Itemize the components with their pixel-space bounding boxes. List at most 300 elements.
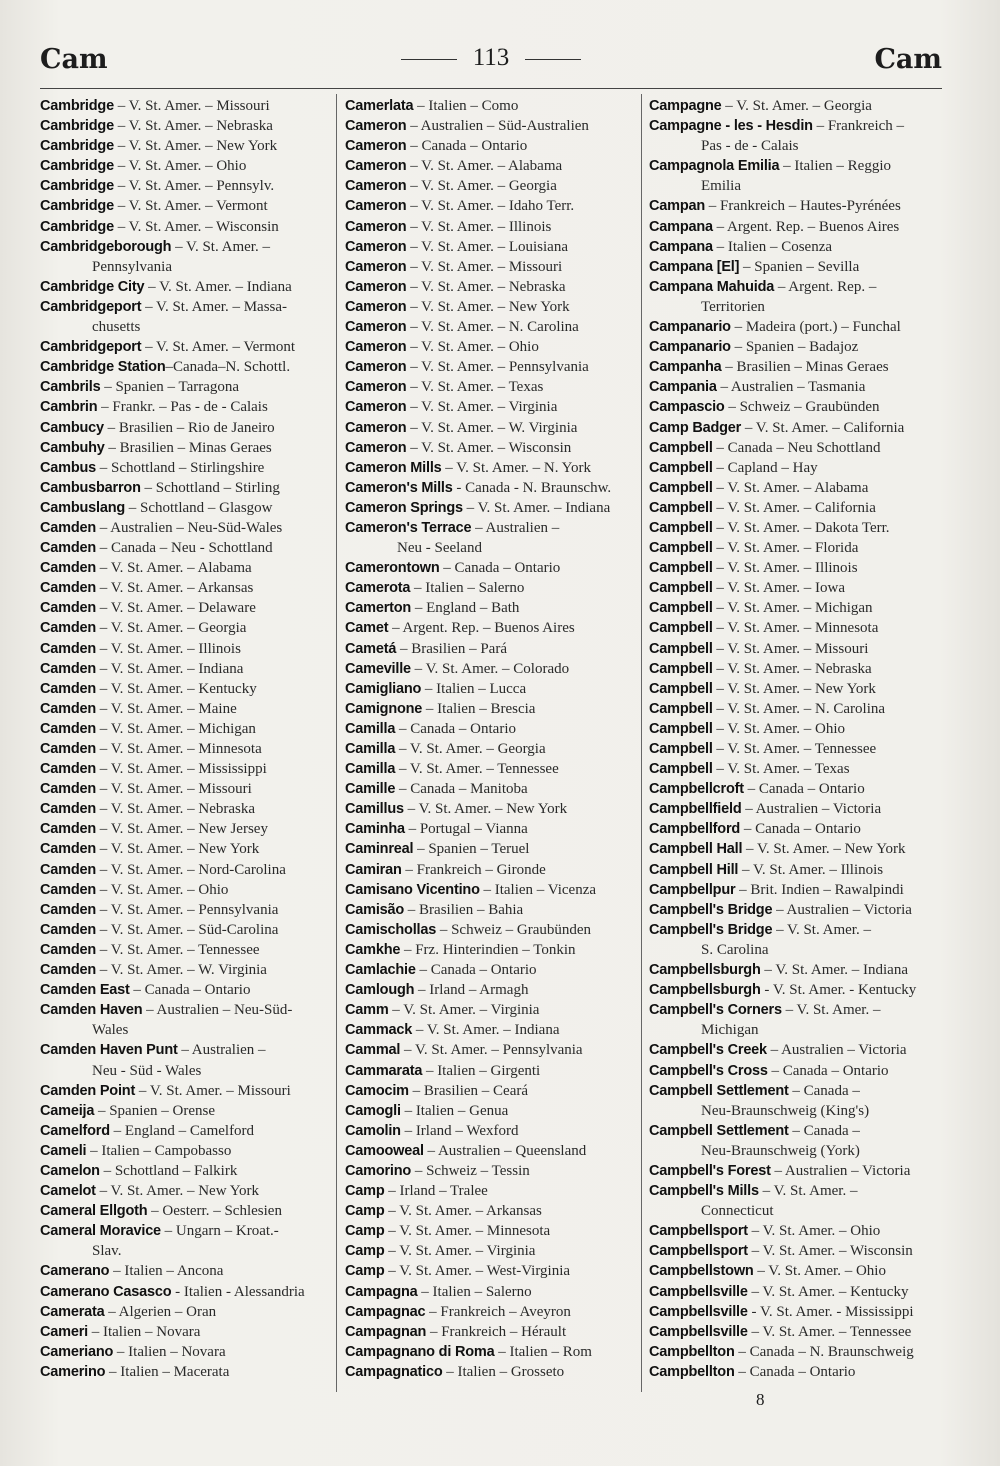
gazetteer-entry — [649, 538, 945, 558]
entry-location: – Italien – Vicenza — [479, 881, 597, 898]
entry-place-name: Campbell — [649, 560, 713, 577]
entry-place-name: Camelford — [40, 1122, 110, 1139]
gazetteer-entry — [345, 1221, 641, 1241]
entry-location: – Australien – Victoria — [772, 901, 912, 918]
entry-location: – Italien – Brescia — [422, 700, 536, 717]
entry-location: – V. St. Amer. – Virginia — [388, 1002, 540, 1019]
gazetteer-entry — [649, 1081, 945, 1121]
entry-place-name: Cameriano — [40, 1343, 114, 1360]
entry-continuation: Neu - Süd - Wales — [92, 1062, 202, 1079]
gazetteer-entry — [40, 940, 336, 960]
entry-continuation: chusetts — [92, 319, 141, 336]
gazetteer-entry — [40, 578, 336, 598]
entry-place-name: Camignone — [345, 700, 423, 717]
entry-location: – Brasilien – Ceará — [408, 1082, 529, 1099]
entry-location: – V. St. Amer. – Pennsylvania — [96, 901, 279, 918]
entry-location: – Italien – Cosenza — [712, 238, 833, 255]
gazetteer-entry — [40, 799, 336, 819]
entry-place-name: Cameron — [345, 379, 407, 396]
entry-location: – V. St. Amer. – Pennsylv. — [113, 178, 275, 195]
entry-location: – V. St. Amer. – Minnesota — [384, 1223, 551, 1240]
gazetteer-entry — [649, 839, 945, 859]
entry-location: – Irland – Tralee — [384, 1183, 488, 1200]
entry-place-name: Campbell — [649, 700, 713, 717]
entry-location: – V. St. Amer. – Wisconsin — [406, 439, 572, 456]
entry-location: – Italien – Lucca — [421, 680, 527, 697]
gazetteer-entry — [40, 297, 336, 337]
gazetteer-entry — [40, 719, 336, 739]
entry-place-name: Camille — [345, 781, 396, 798]
gazetteer-entry — [40, 156, 336, 176]
page-number: 113 — [472, 44, 510, 71]
entry-place-name: Cambridge — [40, 118, 114, 135]
entry-place-name: Cambrin — [40, 399, 98, 416]
entry-location: – V. St. Amer. – New York — [403, 801, 568, 818]
entry-location: – Brasilien – Minas Geraes — [721, 359, 889, 376]
entry-place-name: Campbell's Forest — [649, 1162, 771, 1179]
gazetteer-entry — [649, 819, 945, 839]
entry-location: – V. St. Amer. – — [772, 921, 871, 938]
entry-location: – V. St. Amer. – Dakota Terr. — [712, 519, 890, 536]
entry-place-name: Cambus — [40, 459, 97, 476]
entry-location: – Canada – Ontario — [743, 781, 865, 798]
gazetteer-entry — [345, 1241, 641, 1261]
entry-place-name: Cambridge — [40, 98, 114, 114]
entry-location: – V. St. Amer. – Pennsylvania — [400, 1042, 583, 1059]
entry-location: – Madeira (port.) – Funchal — [730, 319, 901, 336]
gazetteer-entry — [345, 799, 641, 819]
entry-place-name: Camelot — [40, 1183, 96, 1200]
entry-location: – Italien – Como — [413, 98, 519, 114]
gazetteer-entry — [40, 839, 336, 859]
gazetteer-entry — [40, 377, 336, 397]
entry-continuation: Connecticut — [701, 1203, 774, 1220]
gazetteer-entry — [345, 196, 641, 216]
entry-location: – V. St. Amer. – Pennsylvania — [406, 359, 589, 376]
entry-location: – Canada – Ontario — [406, 138, 528, 155]
entry-place-name: Campanha — [649, 359, 722, 376]
gazetteer-entry — [649, 639, 945, 659]
entry-place-name: Camden — [40, 640, 97, 657]
entry-location: – Frz. Hinterindien – Tonkin — [400, 941, 576, 958]
gazetteer-entry — [345, 217, 641, 237]
gazetteer-entry — [345, 1081, 641, 1101]
gazetteer-entry — [345, 679, 641, 699]
entry-place-name: Campbell — [649, 439, 713, 456]
gazetteer-entry — [345, 900, 641, 920]
entry-place-name: Camden — [40, 700, 97, 717]
entry-location: – V. St. Amer. – Colorado — [410, 660, 570, 677]
entry-place-name: Camocim — [345, 1082, 409, 1099]
gazetteer-entry — [345, 1161, 641, 1181]
gazetteer-entry — [40, 1221, 336, 1261]
gazetteer-entry — [345, 458, 641, 478]
entry-location: – Australien – Victoria — [741, 801, 882, 818]
entry-location: – V. St. Amer. – Ohio — [406, 339, 539, 356]
entry-place-name: Cameron Mills — [345, 459, 442, 476]
entry-location: – V. St. Amer. – Vermont — [113, 198, 268, 215]
entry-location: – V. St. Amer. – Iowa — [712, 580, 846, 597]
entry-location: – Spanien – Sevilla — [739, 258, 860, 275]
entry-place-name: Campagnan — [345, 1323, 427, 1340]
gazetteer-entry — [649, 659, 945, 679]
gazetteer-entry — [649, 217, 945, 237]
page-header — [40, 44, 942, 84]
entry-place-name: Camm — [345, 1002, 389, 1019]
entry-place-name: Camisano Vicentino — [345, 881, 480, 898]
entry-location: – V. St. Amer. – West-Virginia — [384, 1263, 571, 1280]
gazetteer-entry — [649, 1181, 945, 1221]
gazetteer-entry — [649, 739, 945, 759]
entry-location: – V. St. Amer. – Alabama — [96, 560, 252, 577]
entry-place-name: Camden — [40, 941, 97, 958]
header-rule-left — [401, 59, 457, 60]
entry-place-name: Cameral Ellgoth — [40, 1203, 148, 1220]
gazetteer-entry — [345, 1362, 641, 1382]
entry-location: – V. St. Amer. – Illinois — [712, 560, 858, 577]
entry-location: – V. St. Amer. – California — [712, 499, 876, 516]
entry-location: – V. St. Amer. – Ohio — [747, 1223, 881, 1240]
gazetteer-entry — [345, 699, 641, 719]
gazetteer-entry — [40, 217, 336, 237]
entry-place-name: Camden — [40, 801, 97, 818]
entry-place-name: Cambrils — [40, 379, 101, 396]
gazetteer-entry — [40, 1141, 336, 1161]
entry-location: – Brasilien – Rio de Janeiro — [103, 419, 275, 436]
entry-location: – V. St. Amer. – Michigan — [712, 600, 873, 617]
gazetteer-entry — [40, 618, 336, 638]
entry-location: – V. St. Amer. – W. Virginia — [96, 962, 267, 979]
entry-location: – V. St. Amer. – New York — [712, 680, 876, 697]
entry-place-name: Campbell's Mills — [649, 1183, 759, 1200]
entry-place-name: Caminha — [345, 821, 405, 838]
entry-place-name: Cambridgeborough — [40, 238, 172, 255]
gazetteer-entry — [40, 558, 336, 578]
entry-place-name: Camerton — [345, 600, 412, 617]
entry-place-name: Campascio — [649, 399, 725, 416]
gazetteer-entry — [40, 980, 336, 1000]
entry-continuation: Emilia — [701, 178, 741, 195]
entry-place-name: Camden — [40, 720, 97, 737]
gazetteer-entry — [40, 196, 336, 216]
entry-place-name: Campbell — [649, 459, 713, 476]
entry-location: – Frankreich – Hérault — [426, 1323, 567, 1340]
entry-place-name: Campbell — [649, 540, 713, 557]
entry-place-name: Camerano Casasco — [40, 1283, 172, 1300]
entry-place-name: Camden — [40, 901, 97, 918]
entry-place-name: Camden — [40, 741, 97, 757]
entry-location: – Schweiz – Tessin — [411, 1162, 530, 1179]
gazetteer-entry — [40, 518, 336, 538]
entry-location: – Australien – Neu-Süd- — [142, 1002, 293, 1019]
gazetteer-entry — [40, 1201, 336, 1221]
entry-location: – V. St. Amer. – Missouri — [406, 258, 563, 275]
gazetteer-entry — [345, 1020, 641, 1040]
gazetteer-entry — [40, 679, 336, 699]
gazetteer-entry — [649, 759, 945, 779]
entry-place-name: Cameija — [40, 1102, 95, 1119]
entry-location: – Frankr. – Pas - de - Calais — [97, 399, 268, 416]
entry-location: – V. St. Amer. – Tennessee — [747, 1323, 912, 1340]
gazetteer-entry — [345, 960, 641, 980]
gazetteer-entry — [345, 558, 641, 578]
gazetteer-entry — [40, 438, 336, 458]
entry-place-name: Camillus — [345, 801, 404, 818]
entry-place-name: Campagne — [649, 98, 722, 114]
entry-continuation: Wales — [92, 1022, 129, 1039]
entry-place-name: Campbell's Corners — [649, 1002, 782, 1019]
entry-place-name: Campana Mahuida — [649, 278, 775, 295]
entry-location: – V. St. Amer. – — [171, 238, 270, 255]
entry-place-name: Cameli — [40, 1142, 87, 1159]
entry-place-name: Camolin — [345, 1122, 401, 1139]
entry-place-name: Campbellpur — [649, 881, 736, 898]
gazetteer-entry — [40, 136, 336, 156]
header-right-catchword: Cam — [874, 44, 942, 75]
gazetteer-entry — [40, 1081, 336, 1101]
entry-location: – Argent. Rep. – — [774, 278, 877, 295]
entry-location: – V. St. Amer. – Wisconsin — [747, 1243, 913, 1260]
entry-location: – Italien – Genua — [400, 1102, 509, 1119]
gazetteer-entry — [649, 1342, 945, 1362]
gazetteer-entry — [40, 699, 336, 719]
column-2 — [345, 96, 641, 1382]
entry-location: – Australien – Queensland — [423, 1142, 587, 1159]
entry-location: – V. St. Amer. – Vermont — [141, 339, 296, 356]
gazetteer-entry — [345, 1322, 641, 1342]
entry-continuation: S. Carolina — [701, 941, 769, 958]
entry-place-name: Cambridge — [40, 178, 114, 195]
gazetteer-entry — [40, 478, 336, 498]
entry-place-name: Camden — [40, 881, 97, 898]
gazetteer-entry — [40, 176, 336, 196]
entry-location: – V. St. Amer. – Texas — [712, 761, 850, 778]
entry-location: – Portugal – Vianna — [404, 821, 528, 838]
gazetteer-entry — [40, 538, 336, 558]
gazetteer-entry — [40, 1362, 336, 1382]
gazetteer-entry — [649, 980, 945, 1000]
entry-location: – Frankreich – — [812, 118, 905, 135]
entry-location: – V. St. Amer. – Tennessee — [395, 761, 559, 778]
entry-location: – V. St. Amer. – Massa- — [141, 298, 288, 315]
gazetteer-entry — [345, 578, 641, 598]
gazetteer-entry — [649, 277, 945, 317]
gazetteer-entry — [345, 377, 641, 397]
entry-place-name: Campbell — [649, 519, 713, 536]
entry-place-name: Campbellstown — [649, 1263, 754, 1280]
entry-location: – Algerien – Oran — [104, 1303, 217, 1320]
gazetteer-entry — [40, 1322, 336, 1342]
entry-place-name: Cambridge — [40, 158, 114, 175]
entry-place-name: Cameron — [345, 439, 407, 456]
entry-place-name: Camet — [345, 620, 389, 637]
entry-place-name: Campbell's Cross — [649, 1062, 768, 1079]
gazetteer-entry — [649, 900, 945, 920]
entry-place-name: Campbellcroft — [649, 781, 744, 798]
gazetteer-entry — [345, 418, 641, 438]
entry-location: – V. St. Amer. – Missouri — [96, 781, 252, 798]
entry-location: –Canada–N. Schottl. — [165, 359, 291, 376]
entry-place-name: Camigliano — [345, 680, 422, 697]
gazetteer-entry — [649, 397, 945, 417]
entry-location: – Australien – Neu-Süd-Wales — [96, 519, 283, 536]
entry-location: – V. St. Amer. – Mississippi — [96, 761, 267, 778]
entry-place-name: Camischollas — [345, 921, 437, 938]
gazetteer-entry — [345, 478, 641, 498]
entry-location: – V. St. Amer. – Georgia — [406, 178, 557, 195]
entry-location: – Oesterr. – Schlesien — [147, 1203, 282, 1220]
entry-location: – V. St. Amer. – New York — [96, 841, 260, 858]
gazetteer-entry — [40, 1121, 336, 1141]
entry-location: – Schottland – Falkirk — [99, 1162, 238, 1179]
gazetteer-entry — [345, 438, 641, 458]
gazetteer-entry — [649, 1282, 945, 1302]
entry-place-name: Camden — [40, 921, 97, 938]
entry-location: – Spanien – Tarragona — [100, 379, 240, 396]
gazetteer-entry — [40, 779, 336, 799]
entry-location: – Italien – Rom — [494, 1343, 592, 1360]
gazetteer-entry — [345, 397, 641, 417]
entry-location: – Australien – — [177, 1042, 266, 1059]
entry-location: – V. St. Amer. – Missouri — [135, 1082, 291, 1099]
gazetteer-entry — [40, 1000, 336, 1040]
gazetteer-entry — [345, 317, 641, 337]
entry-place-name: Cambridge — [40, 138, 114, 155]
entry-place-name: Camiran — [345, 861, 402, 878]
gazetteer-entry — [345, 156, 641, 176]
entry-place-name: Cameron — [345, 198, 407, 215]
gazetteer-entry — [345, 920, 641, 940]
entry-continuation: Neu - Seeland — [397, 540, 482, 557]
header-rule-right — [525, 59, 581, 60]
gazetteer-entry — [649, 679, 945, 699]
entry-location: – Spanien – Teruel — [413, 841, 530, 858]
gazetteer-entry — [649, 960, 945, 980]
gazetteer-entry — [345, 940, 641, 960]
entry-place-name: Camp — [345, 1243, 385, 1260]
entry-place-name: Camilla — [345, 741, 396, 757]
gazetteer-entry — [649, 337, 945, 357]
entry-place-name: Camerontown — [345, 560, 440, 577]
entry-place-name: Cambridge — [40, 198, 114, 215]
entry-location: – V. St. Amer. – — [758, 1183, 858, 1200]
entry-location: – V. St. Amer. – Indiana — [412, 1022, 560, 1039]
entry-place-name: Cameron — [345, 218, 407, 235]
entry-place-name: Camden — [40, 580, 97, 597]
entry-place-name: Cambuhy — [40, 439, 105, 456]
gazetteer-entry — [40, 498, 336, 518]
entry-location: – Australien – Victoria — [766, 1042, 907, 1059]
entry-place-name: Cameron — [345, 419, 407, 436]
entry-place-name: Camerata — [40, 1303, 105, 1320]
entry-place-name: Camden — [40, 620, 97, 637]
entry-location: – V. St. Amer. – Süd-Carolina — [96, 921, 279, 938]
entry-continuation: Pennsylvania — [92, 258, 172, 275]
entry-place-name: Campana — [649, 218, 713, 235]
entry-place-name: Camden Haven Punt — [40, 1042, 178, 1059]
entry-location: – V. St. Amer. – Wisconsin — [113, 218, 279, 235]
entry-place-name: Camlough — [345, 982, 415, 999]
entry-place-name: Cametá — [345, 640, 397, 657]
entry-location: – V. St. Amer. – Virginia — [384, 1243, 536, 1260]
entry-location: – V. St. Amer. – Texas — [406, 379, 544, 396]
entry-location: – Italien – Campobasso — [86, 1142, 232, 1159]
entry-place-name: Camerano — [40, 1263, 110, 1280]
gazetteer-entry — [40, 900, 336, 920]
entry-location: – Canada – Ontario — [740, 821, 861, 838]
entry-location: – Capland – Hay — [712, 459, 818, 476]
entry-location: – Canada – — [788, 1082, 860, 1099]
entry-location: – V. St. Amer. – Louisiana — [406, 238, 568, 255]
entry-place-name: Campanario — [649, 319, 731, 336]
entry-location: – Australien – Victoria — [770, 1162, 911, 1179]
gazetteer-entry — [649, 377, 945, 397]
entry-place-name: Campbellsport — [649, 1223, 748, 1240]
entry-location: – Canada – N. Braunschweig — [734, 1343, 914, 1360]
entry-location: – Frankreich – Gironde — [401, 861, 546, 878]
gazetteer-entry — [649, 1121, 945, 1161]
entry-location: – Italien – Salerno — [417, 1283, 532, 1300]
gazetteer-entry — [649, 1000, 945, 1040]
entry-place-name: Cameral Moravice — [40, 1223, 161, 1240]
entry-location: – Canada – — [788, 1122, 860, 1139]
entry-place-name: Cameron Springs — [345, 499, 463, 516]
entry-place-name: Cameron's Mills — [345, 479, 453, 496]
entry-location: – Canada – Ontario — [415, 962, 537, 979]
entry-place-name: Cambuslang — [40, 499, 126, 516]
entry-place-name: Camden — [40, 761, 97, 778]
entry-location: – V. St. Amer. – Nebraska — [96, 801, 256, 818]
entry-place-name: Cambridge City — [40, 278, 145, 295]
entry-place-name: Campagne - les - Hesdin — [649, 118, 813, 135]
gazetteer-entry — [40, 337, 336, 357]
entry-place-name: Camp — [345, 1203, 385, 1220]
gazetteer-entry — [345, 1000, 641, 1020]
entry-location: – Argent. Rep. – Buenos Aires — [388, 620, 575, 637]
entry-place-name: Cambridgeport — [40, 339, 142, 356]
entry-place-name: Campana — [649, 238, 713, 255]
entry-place-name: Camooweal — [345, 1142, 424, 1159]
entry-location: – Italien – Ancona — [109, 1263, 224, 1280]
entry-location: – V. St. Amer. – N. York — [441, 459, 592, 476]
entry-location: – Ungarn – Kroat.- — [160, 1223, 279, 1240]
entry-place-name: Cambridgeport — [40, 298, 142, 315]
entry-place-name: Campbellsville — [649, 1303, 748, 1320]
gazetteer-entry — [649, 860, 945, 880]
entry-location: – Canada – Manitoba — [395, 781, 528, 798]
entry-location: – V. St. Amer. – New York — [742, 841, 906, 858]
entry-place-name: Cameron — [345, 319, 407, 336]
signature-mark: 8 — [756, 1390, 765, 1409]
entry-location: – Canada – Neu - Schottland — [96, 540, 273, 557]
entry-place-name: Camisão — [345, 901, 405, 918]
entry-location: – V. St. Amer. – Indiana — [144, 278, 292, 295]
gazetteer-entry — [40, 458, 336, 478]
entry-location: – Australien – Tasmania — [716, 379, 866, 396]
gazetteer-entry — [40, 739, 336, 759]
gazetteer-entry — [649, 317, 945, 337]
gazetteer-entry — [345, 1302, 641, 1322]
entry-place-name: Camp — [345, 1223, 385, 1240]
entry-continuation: Slav. — [92, 1243, 122, 1260]
gazetteer-entry — [40, 598, 336, 618]
entry-place-name: Caminreal — [345, 841, 414, 858]
gazetteer-entry — [345, 779, 641, 799]
gazetteer-entry — [649, 1040, 945, 1060]
gazetteer-entry — [40, 1302, 336, 1322]
entry-place-name: Campanario — [649, 339, 731, 356]
entry-place-name: Campbell — [649, 741, 713, 757]
